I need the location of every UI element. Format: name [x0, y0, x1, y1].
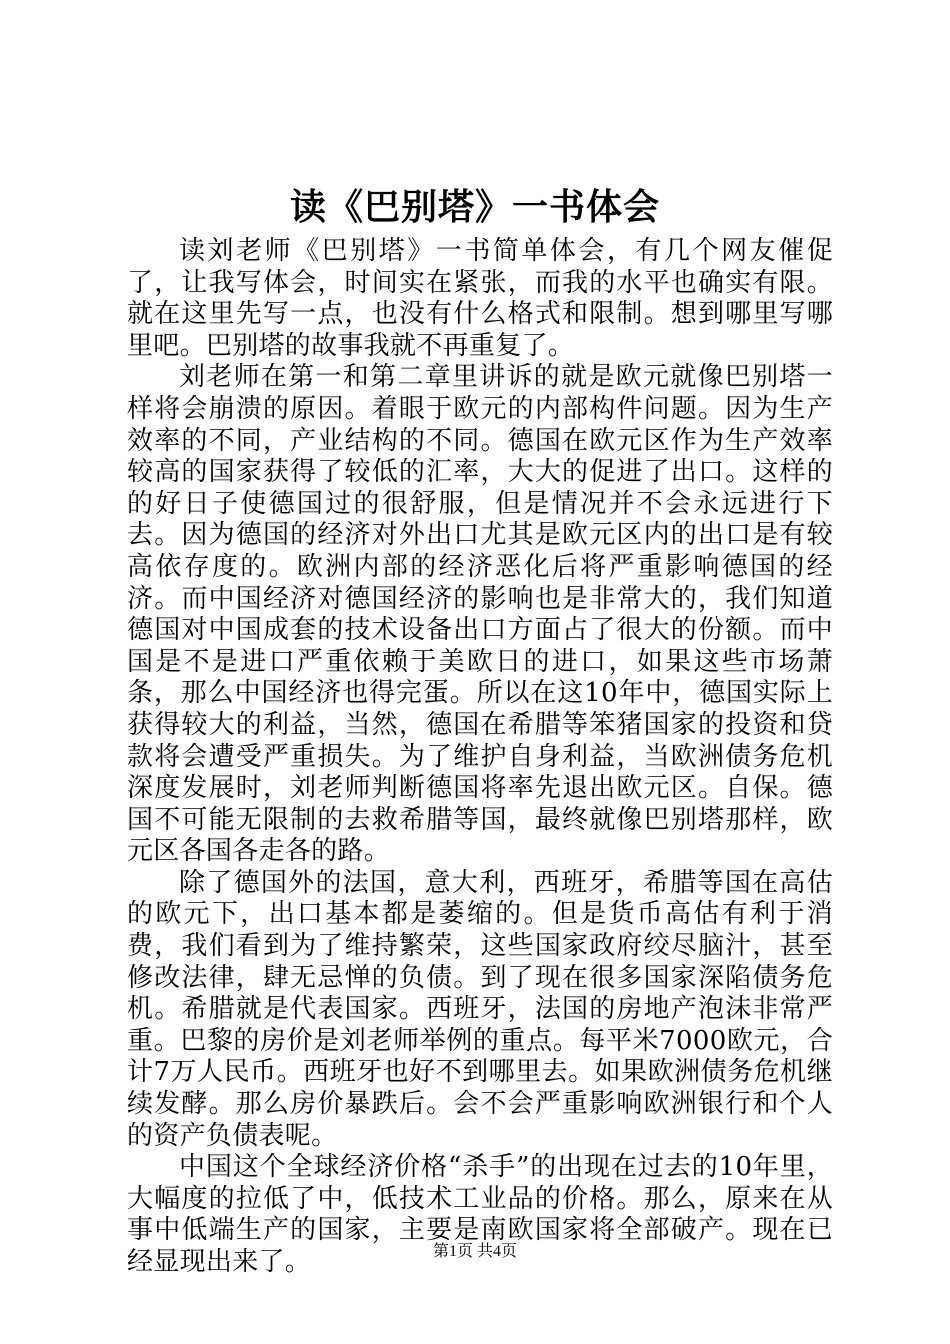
paragraph-2: 刘老师在第一和第二章里讲诉的就是欧元就像巴别塔一样将会崩溃的原因。着眼于欧元的内部构件问题。因为生产效率的不同，产业结构的不同。德国在欧元区作为生产效率较高的国家获得了较低的汇率，大大的促进了出口。这样的的好日子使德国过的很舒服，但是情况并不会永远进行下去。因为德国的经济对外出口尤其是欧元区内的出口是有较高依存度的。欧洲内部的经济恶化后将严重影响德国的经济。而中国经济对德国经济的影响也是非常大的，我们知道德国对中国成套的技术设备出口方面占了很大的份额。而中国是不是进口严重依赖于美欧日的进口，如果这些市场萧条，那么中国经济也得完蛋。所以在这10年中，德国实际上获得较大的利益，当然，德国在希腊等笨猪国家的投资和贷款将会遭受严重损失。为了维护自身利益，当欧洲债务危机深度发展时，刘老师判断德国将率先退出欧元区。自保。德国不可能无限制的去救希腊等国，最终就像巴别塔那样，欧元区各国各走各的路。	[127, 362, 833, 867]
document-title: 读《巴别塔》一书体会	[289, 186, 660, 228]
paragraph-4: 中国这个全球经济价格“杀手”的出现在过去的10年里，大幅度的拉低了中，低技术工业品的价格。那么，原来在从事中低端生产的国家，主要是南欧国家将全部破产。现在已经显现出来了。	[127, 1152, 833, 1277]
document-body	[127, 236, 833, 1279]
paragraph-3: 除了德国外的法国，意大利，西班牙，希腊等国在高估的欧元下，出口基本都是萎缩的。但是货币高估有利于消费，我们看到为了维持繁荣，这些国家政府绞尽脑汁，甚至修改法律，肆无忌惮的负债。到了现在很多国家深陷债务危机。希腊就是代表国家。西班牙，法国的房地产泡沫非常严重。巴黎的房价是刘老师举例的重点。每平米7000欧元，合计7万人民币。西班牙也好不到哪里去。如果欧洲债务危机继续发酵。那么房价暴跌后。会不会严重影响欧洲银行和个人的资产负债表呢。	[127, 867, 833, 1151]
paragraph-1: 读刘老师《巴别塔》一书简单体会，有几个网友催促了，让我写体会，时间实在紧张，而我的水平也确实有限。就在这里先写一点，也没有什么格式和限制。想到哪里写哪里吧。巴别塔的故事我就不再重复了。	[127, 236, 833, 361]
page-number-footer: 第1页 共4页	[432, 1243, 517, 1260]
